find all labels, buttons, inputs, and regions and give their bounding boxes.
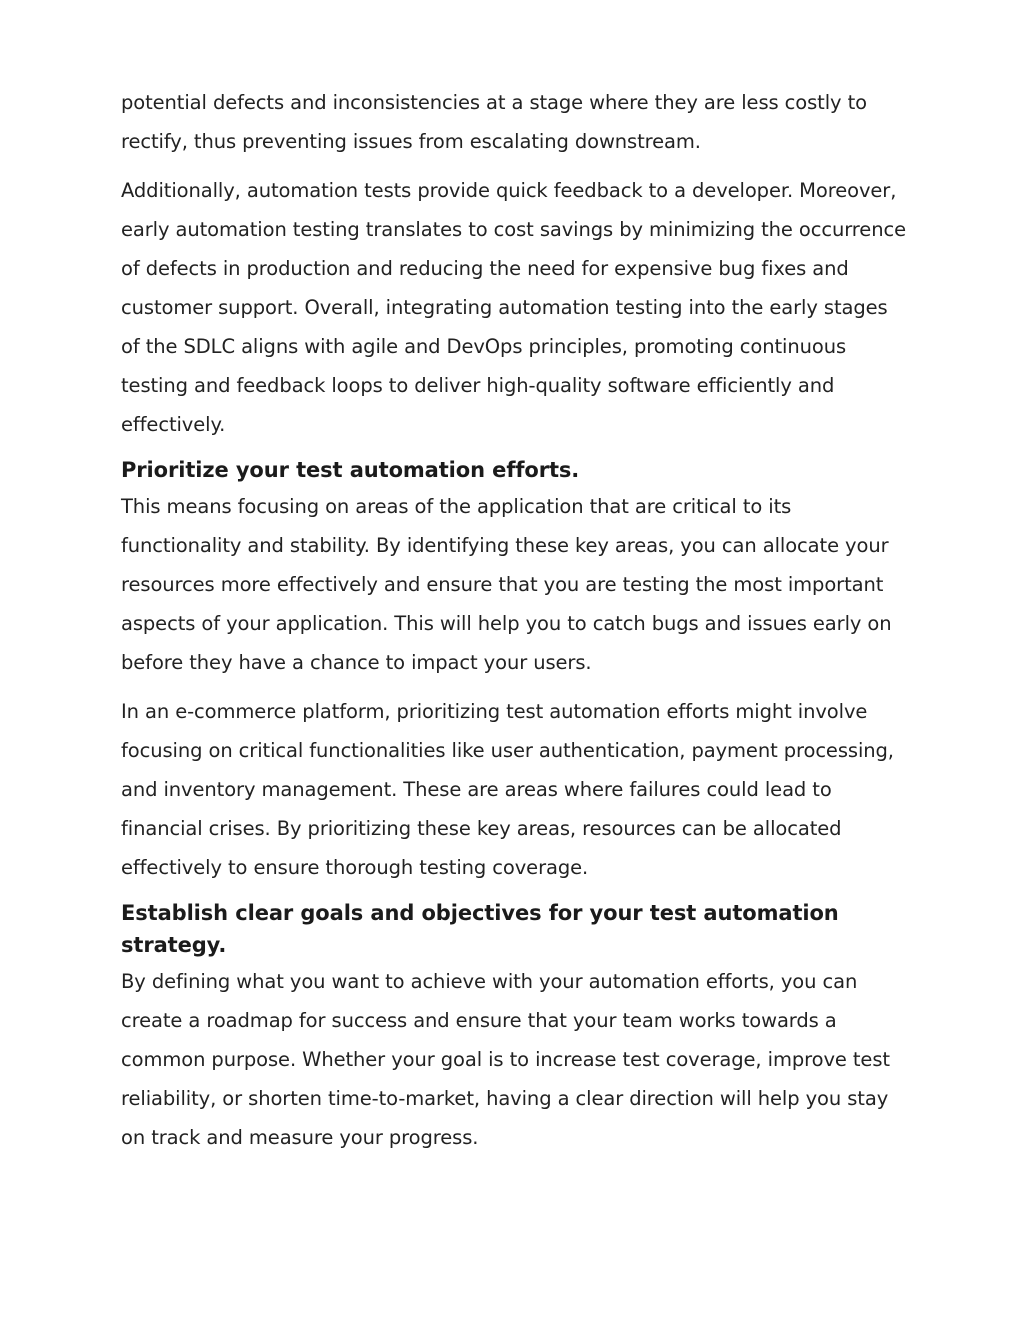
paragraph-define-goals: By defining what you want to achieve with your automation efforts, you can create a roadmap for success and ensure that your team works towards a common purpose. Whether your goal is to increase test coverage, improve test reliability, or shorten time-to-market, having a clear direction will help you stay on track and measure your progress. xyxy=(121,970,890,1149)
paragraph-ecommerce-example: In an e-commerce platform, prioritizing test automation efforts might involve focusing on critical functionalities like user authentication, payment processing, and inventory management. These are areas where failures could lead to financial crises. By prioritizing these key areas, resources can be allocated effectively to ensure thorough testing coverage. xyxy=(121,700,894,879)
paragraph-quick-feedback: Additionally, automation tests provide quick feedback to a developer. Moreover, early automation testing translates to cost savings by minimizing the occurrence of defects in production and reducing the need for expensive bug fixes and customer support. Overall, integrating automation testing into the early stages of the SDLC aligns with agile and DevOps principles, promoting continuous testing and feedback loops to deliver high-quality software efficiently and effectively. xyxy=(121,179,906,436)
heading-clear-goals: Establish clear goals and objectives for your test automation strategy. xyxy=(121,901,839,957)
heading-prioritize: Prioritize your test automation efforts. xyxy=(121,458,580,482)
paragraph-focus-critical-areas: This means focusing on areas of the application that are critical to its functionality and stability. By identifying these key areas, you can allocate your resources more effectively and ensure that you are testing the most important aspects of your application. This will help you to catch bugs and issues early on before they have a chance to impact your users. xyxy=(121,495,892,674)
paragraph-early-defects: potential defects and inconsistencies at a stage where they are less costly to rectify, thus preventing issues from escalating downstream. xyxy=(121,91,867,153)
document-page xyxy=(121,83,906,1167)
